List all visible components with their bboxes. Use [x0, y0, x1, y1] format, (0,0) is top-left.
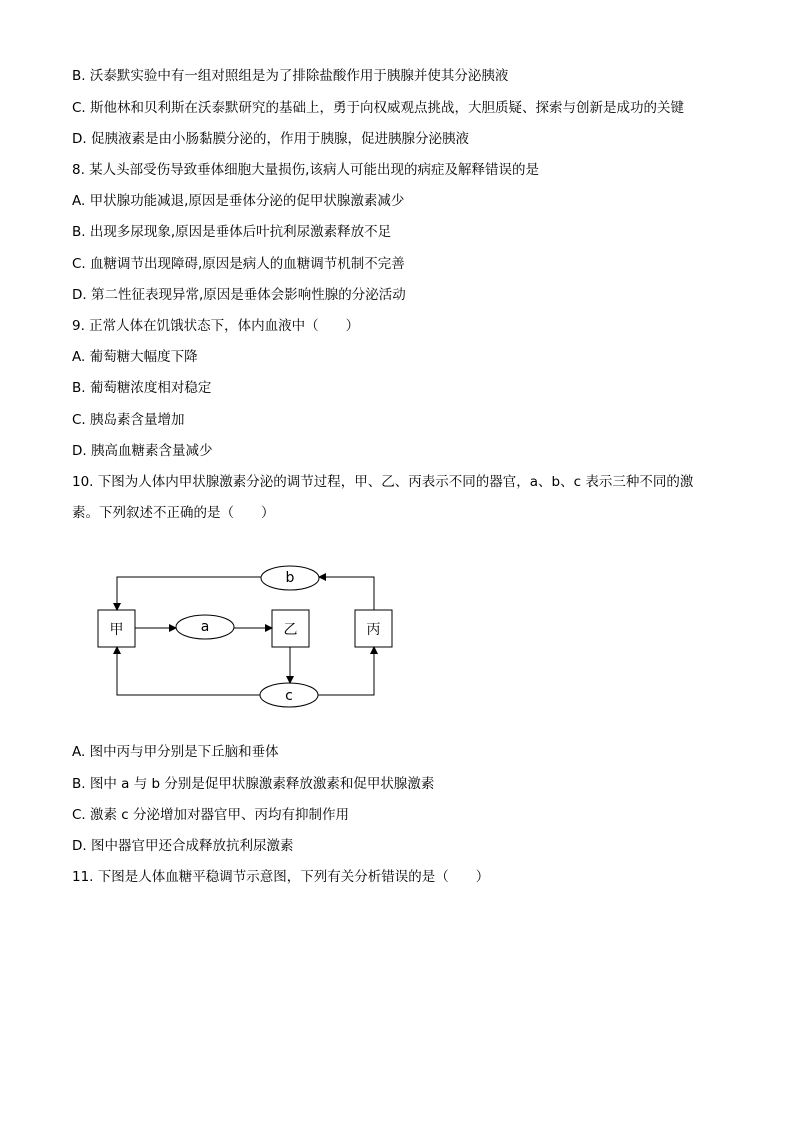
q10-option-b: B. 图中 a 与 b 分别是促甲状腺激素释放激素和促甲状腺激素 [72, 776, 435, 792]
q8-option-a: A. 甲状腺功能减退,原因是垂体分泌的促甲状腺激素减少 [72, 193, 405, 209]
q9-option-c: C. 胰岛素含量增加 [72, 412, 185, 428]
organ-bing-label: 丙 [366, 622, 381, 638]
q10-stem-line1: 10. 下图为人体内甲状腺激素分泌的调节过程，甲、乙、丙表示不同的器官，a、b、c 表示三种不同的激 [72, 474, 694, 490]
q8-option-c: C. 血糖调节出现障碍,原因是病人的血糖调节机制不完善 [72, 256, 405, 272]
q9-option-d: D. 胰高血糖素含量减少 [72, 443, 213, 459]
organ-yi-label: 乙 [283, 622, 298, 638]
q11-stem: 11. 下图是人体血糖平稳调节示意图，下列有关分析错误的是（ ） [72, 869, 490, 885]
organ-jia-label: 甲 [109, 622, 124, 638]
hormone-a-label: a [200, 619, 210, 635]
arrow-c-to-jia [117, 647, 260, 695]
q10-option-c: C. 激素 c 分泌增加对器官甲、丙均有抑制作用 [72, 807, 350, 823]
arrow-bing-to-b [319, 577, 374, 610]
q10-option-a: A. 图中丙与甲分别是下丘脑和垂体 [72, 744, 279, 760]
q7-option-b: B. 沃泰默实验中有一组对照组是为了排除盐酸作用于胰腺并使其分泌胰液 [72, 68, 509, 84]
q10-stem-line2: 素。下列叙述不正确的是（ ） [72, 505, 275, 521]
hormone-c-label: c [285, 688, 293, 704]
hormone-b-label: b [285, 570, 295, 586]
q8-stem: 8. 某人头部受伤导致垂体细胞大量损伤,该病人可能出现的病症及解释错误的是 [72, 162, 539, 178]
q7-option-d: D. 促胰液素是由小肠黏膜分泌的，作用于胰腺，促进胰腺分泌胰液 [72, 131, 469, 147]
q9-stem: 9. 正常人体在饥饿状态下，体内血液中（ ） [72, 318, 360, 334]
arrow-b-to-jia [117, 577, 261, 610]
arrow-c-to-bing [318, 647, 374, 695]
q7-option-c: C. 斯他林和贝利斯在沃泰默研究的基础上，勇于向权威观点挑战，大胆质疑、探索与创新是成功的关键 [72, 100, 685, 116]
q8-option-b: B. 出现多尿现象,原因是垂体后叶抗利尿激素释放不足 [72, 224, 392, 240]
q8-option-d: D. 第二性征表现异常,原因是垂体会影响性腺的分泌活动 [72, 287, 406, 303]
q9-option-a: A. 葡萄糖大幅度下降 [72, 349, 198, 365]
q10-option-d: D. 图中器官甲还合成释放抗利尿激素 [72, 838, 294, 854]
q9-option-b: B. 葡萄糖浓度相对稳定 [72, 380, 212, 396]
